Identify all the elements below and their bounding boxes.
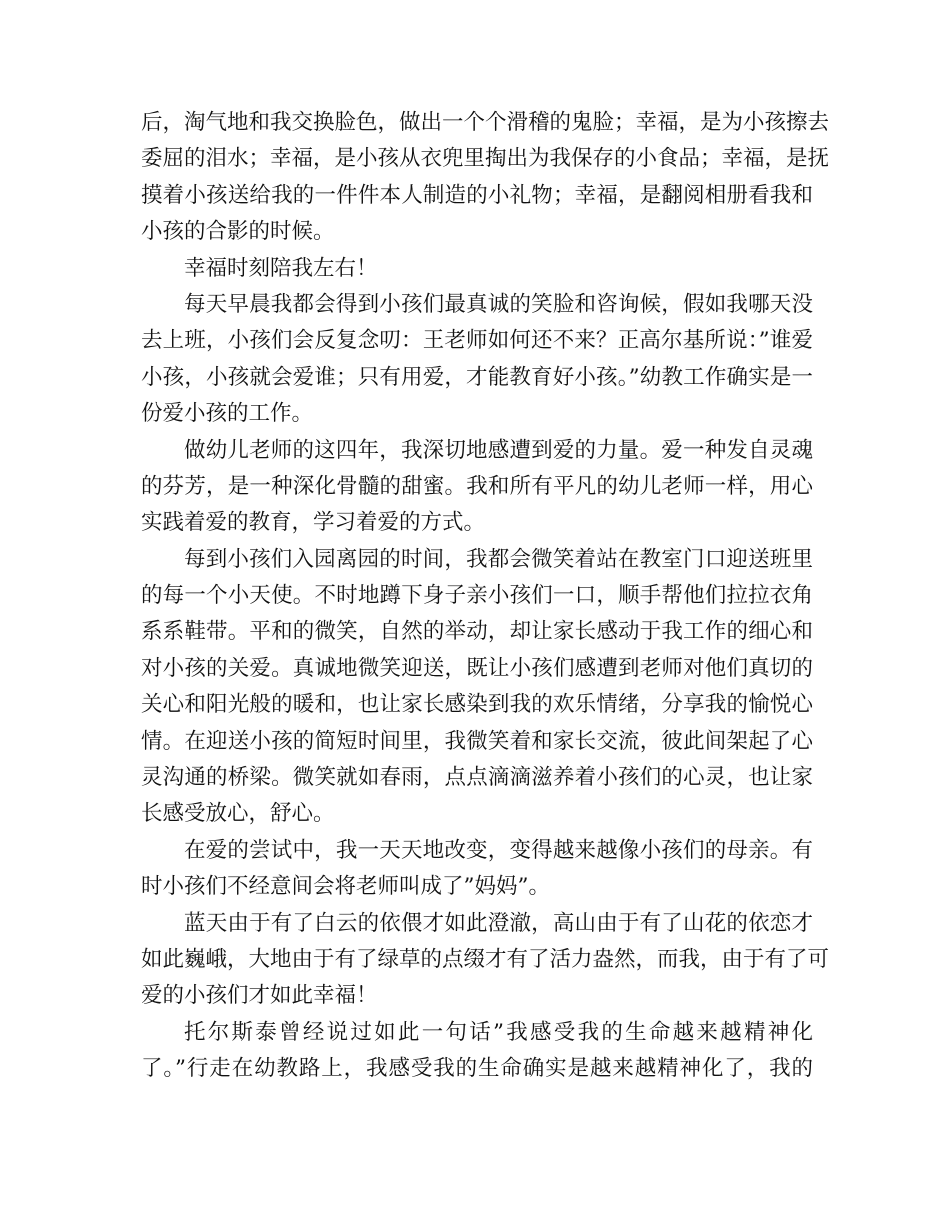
document-body-text <box>141 105 830 1088</box>
paragraph-line: 小孩，小孩就会爱谁；只有用爱，才能教育好小孩。”幼教工作确实是一 <box>141 364 813 390</box>
paragraph-first-line: 每天早晨我都会得到小孩们最真诚的笑脸和咨询候，假如我哪天没 <box>184 291 813 317</box>
paragraph-line: 系系鞋带。平和的微笑，自然的举动，却让家长感动于我工作的细心和 <box>141 619 813 645</box>
paragraph-line: 的每一个小天使。不时地蹲下身子亲小孩们一口，顺手帮他们拉拉衣角 <box>141 583 813 609</box>
paragraph-line: 的芬芳，是一种深化骨髓的甜蜜。我和所有平凡的幼儿老师一样，用心 <box>141 473 813 499</box>
paragraph-line: 灵沟通的桥梁。微笑就如春雨，点点滴滴滋养着小孩们的心灵，也让家 <box>141 765 813 791</box>
paragraph-line: 小孩的合影的时候。 <box>141 219 335 245</box>
paragraph-line: 了。”行走在幼教路上，我感受我的生命确实是越来越精神化了，我的 <box>141 1056 813 1082</box>
paragraph-first-line: 幸福时刻陪我左右！ <box>184 255 378 281</box>
paragraph-line: 情。在迎送小孩的简短时间里，我微笑着和家长交流，彼此间架起了心 <box>141 728 813 754</box>
paragraph-line: 时小孩们不经意间会将老师叫成了”妈妈”。 <box>141 874 550 900</box>
paragraph-line: 委屈的泪水；幸福，是小孩从衣兜里掏出为我保存的小食品；幸福，是抚 <box>141 146 830 172</box>
paragraph-line: 份爱小孩的工作。 <box>141 401 314 427</box>
paragraph-line: 对小孩的关爱。真诚地微笑迎送，既让小孩们感遭到老师对他们真切的 <box>141 655 813 681</box>
paragraph-first-line: 蓝天由于有了白云的依偎才如此澄澈，高山由于有了山花的依恋才 <box>184 910 813 936</box>
paragraph-first-line: 在爱的尝试中，我一天天地改变，变得越来越像小孩们的母亲。有 <box>184 837 813 863</box>
paragraph-first-line: 每到小孩们入园离园的时间，我都会微笑着站在教室门口迎送班里 <box>184 546 813 572</box>
paragraph-line: 摸着小孩送给我的一件件本人制造的小礼物；幸福，是翻阅相册看我和 <box>141 182 813 208</box>
paragraph-first-line: 做幼儿老师的这四年，我深切地感遭到爱的力量。爱一种发自灵魂 <box>184 437 813 463</box>
paragraph-line: 如此巍峨，大地由于有了绿草的点缀才有了活力盎然，而我，由于有了可 <box>141 946 830 972</box>
paragraph-line: 长感受放心，舒心。 <box>141 801 335 827</box>
paragraph-line: 后，淘气地和我交换脸色，做出一个个滑稽的鬼脸；幸福，是为小孩擦去 <box>141 110 830 135</box>
paragraph-line: 关心和阳光般的暖和，也让家长感染到我的欢乐情绪，分享我的愉悦心 <box>141 692 813 718</box>
paragraph-line: 实践着爱的教育，学习着爱的方式。 <box>141 510 486 536</box>
paragraph-line: 爱的小孩们才如此幸福！ <box>141 983 378 1009</box>
paragraph-line: 去上班，小孩们会反复念叨：王老师如何还不来？正高尔基所说：”谁爱 <box>141 328 813 354</box>
paragraph-first-line: 托尔斯泰曾经说过如此一句话”我感受我的生命越来越精神化 <box>184 1019 813 1045</box>
